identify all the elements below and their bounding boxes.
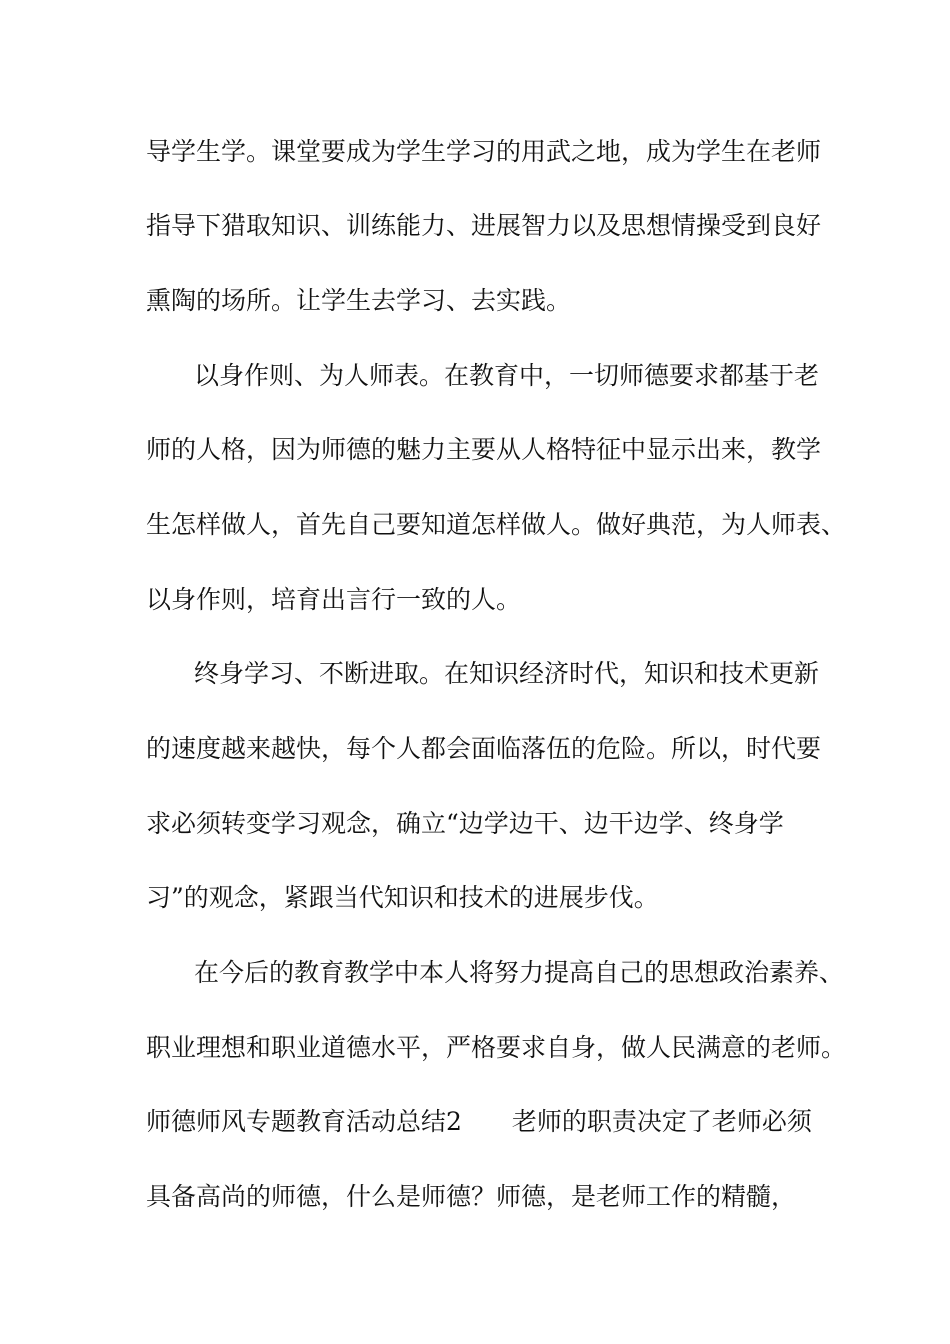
text-line: 的速度越来越快，每个人都会面临落伍的危险。所以，时代要 [146, 734, 822, 763]
text-line: 熏陶的场所。让学生去学习、去实践。 [146, 286, 572, 315]
text-line: 生怎样做人，首先自己要知道怎样做人。做好典范，为人师表、 [146, 510, 847, 539]
text-line: 指导下猎取知识、训练能力、进展智力以及思想情操受到良好 [146, 211, 822, 240]
text-line: 导学生学。课堂要成为学生学习的用武之地，成为学生在老师 [146, 137, 822, 166]
paragraph-first-line: 以身作则、为人师表。在教育中，一切师德要求都基于老 [194, 361, 820, 390]
section-title-line: 师德师风专题教育活动总结2 老师的职责决定了老师必须 [146, 1107, 812, 1136]
paragraph-first-line: 终身学习、不断进取。在知识经济时代，知识和技术更新 [194, 659, 820, 688]
text-line: 职业理想和职业道德水平，严格要求自身，做人民满意的老师。 [146, 1033, 847, 1062]
paragraph-first-line: 在今后的教育教学中本人将努力提高自己的思想政治素养、 [194, 958, 845, 987]
text-line: 具备高尚的师德，什么是师德？师德，是老师工作的精髓， [146, 1182, 797, 1211]
text-line: 师的人格，因为师德的魅力主要从人格特征中显示出来，教学 [146, 435, 822, 464]
text-line: 求必须转变学习观念，确立“边学边干、边干边学、终身学 [146, 809, 784, 838]
text-line: 习”的观念，紧跟当代知识和技术的进展步伐。 [146, 883, 659, 912]
text-line: 以身作则，培育出言行一致的人。 [146, 585, 522, 614]
